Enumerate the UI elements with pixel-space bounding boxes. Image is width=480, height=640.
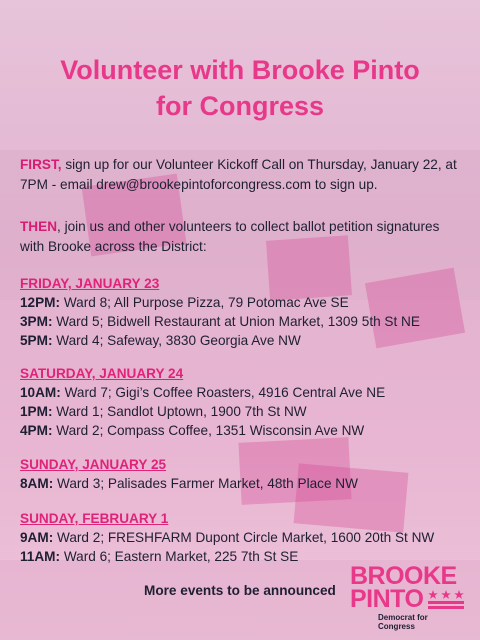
intro-first-paragraph bbox=[20, 155, 465, 195]
logo-line-2: PINTO bbox=[350, 585, 424, 613]
event-detail: Ward 1; Sandlot Uptown, 1900 7th St NW bbox=[52, 404, 307, 419]
day-heading: FRIDAY, JANUARY 23 bbox=[20, 276, 160, 291]
event-item bbox=[20, 383, 470, 402]
intro-then-lead: THEN bbox=[20, 219, 58, 234]
event-time: 10AM: bbox=[20, 385, 61, 400]
event-detail: Ward 5; Bidwell Restaurant at Union Market, 1309 5th St NE bbox=[52, 314, 420, 329]
day-heading: SUNDAY, JANUARY 25 bbox=[20, 457, 167, 472]
event-time: 1PM: bbox=[20, 404, 53, 419]
event-time: 4PM: bbox=[20, 423, 53, 438]
day-heading: SUNDAY, FEBRUARY 1 bbox=[20, 511, 169, 526]
event-time: 5PM: bbox=[20, 333, 53, 348]
event-item bbox=[20, 293, 470, 312]
event-item bbox=[20, 474, 470, 493]
dc-flag-icon bbox=[428, 590, 464, 610]
title-line-1: Volunteer with Brooke Pinto bbox=[60, 55, 420, 85]
page-title bbox=[0, 52, 480, 124]
logo-tagline: Democrat for Congress bbox=[378, 613, 428, 631]
title-line-2: for Congress bbox=[155, 91, 325, 121]
event-detail: Ward 2; Compass Coffee, 1351 Wisconsin Ave NW bbox=[52, 423, 365, 438]
logo-row bbox=[350, 585, 466, 613]
event-detail: Ward 4; Safeway, 3830 Georgia Ave NW bbox=[52, 333, 301, 348]
more-events-note: More events to be announced bbox=[144, 583, 336, 598]
day-section-friday-jan-23 bbox=[20, 274, 470, 350]
intro-then-text: , join us and other volunteers to collect ballot petition signatures with Brooke across the District: bbox=[20, 219, 440, 254]
intro-first-text: sign up for our Volunteer Kickoff Call on Thursday, January 22, at 7PM - email drew@brookepintoforcongress.com to sign up. bbox=[20, 157, 457, 192]
event-item bbox=[20, 528, 470, 547]
day-heading: SATURDAY, JANUARY 24 bbox=[20, 366, 184, 381]
event-detail: Ward 7; Gigi’s Coffee Roasters, 4916 Central Ave NE bbox=[60, 385, 386, 400]
event-time: 3PM: bbox=[20, 314, 53, 329]
event-item bbox=[20, 312, 470, 331]
event-item bbox=[20, 331, 470, 350]
event-detail: Ward 6; Eastern Market, 225 7th St SE bbox=[60, 549, 299, 564]
day-section-sunday-feb-1 bbox=[20, 509, 470, 566]
intro-then-paragraph bbox=[20, 217, 465, 257]
intro-first-lead: FIRST, bbox=[20, 157, 62, 172]
event-time: 8AM: bbox=[20, 476, 54, 491]
event-time: 9AM: bbox=[20, 530, 54, 545]
event-item bbox=[20, 421, 470, 440]
logo-line-1: BROOKE bbox=[350, 562, 457, 590]
campaign-logo bbox=[350, 562, 466, 631]
event-detail: Ward 8; All Purpose Pizza, 79 Potomac Ave SE bbox=[60, 295, 349, 310]
day-section-saturday-jan-24 bbox=[20, 364, 470, 440]
event-detail: Ward 2; FRESHFARM Dupont Circle Market, 1600 20th St NW bbox=[53, 530, 435, 545]
event-time: 11AM: bbox=[20, 549, 61, 564]
event-detail: Ward 3; Palisades Farmer Market, 48th Place NW bbox=[53, 476, 358, 491]
day-section-sunday-jan-25 bbox=[20, 455, 470, 493]
event-item bbox=[20, 402, 470, 421]
event-time: 12PM: bbox=[20, 295, 61, 310]
